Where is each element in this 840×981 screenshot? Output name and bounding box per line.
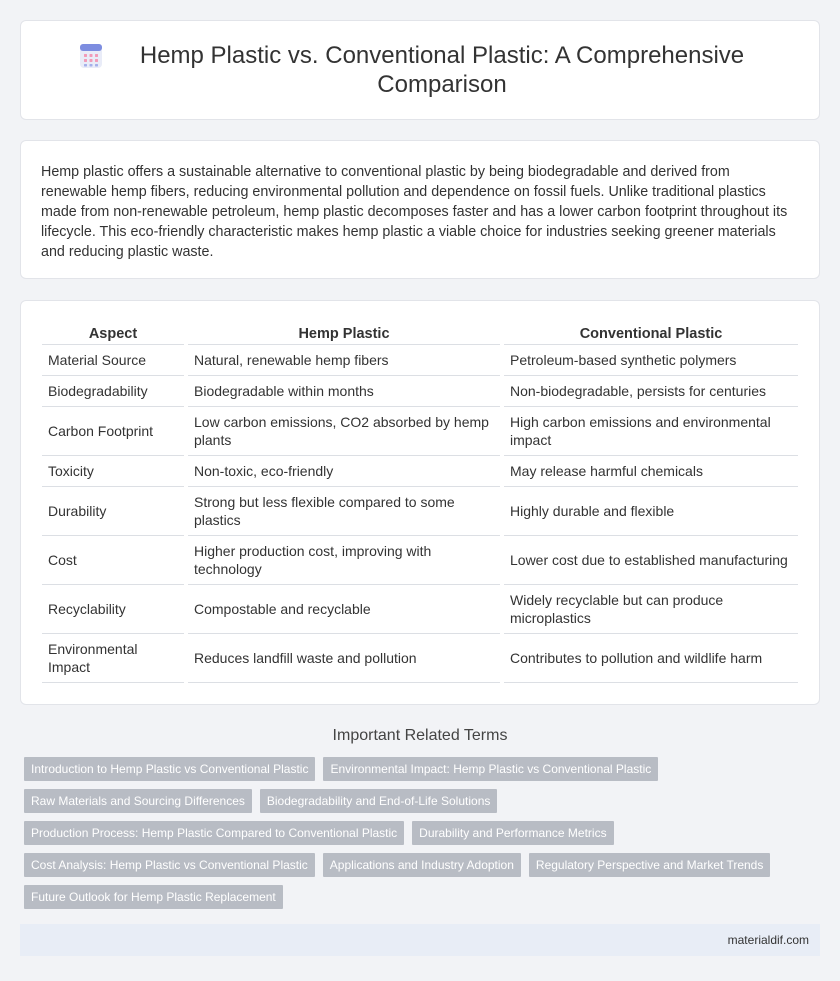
- aspect-cell: Biodegradability: [42, 376, 184, 407]
- hemp-cell: Natural, renewable hemp fibers: [188, 345, 500, 376]
- conventional-cell: Petroleum-based synthetic polymers: [504, 345, 798, 376]
- related-term-link[interactable]: Raw Materials and Sourcing Differences: [24, 789, 252, 813]
- related-term-link[interactable]: Cost Analysis: Hemp Plastic vs Conventional Plastic: [24, 853, 315, 877]
- table-row: [42, 456, 798, 487]
- table-row: [42, 536, 798, 585]
- related-term-link[interactable]: Regulatory Perspective and Market Trends: [529, 853, 770, 877]
- aspect-cell: Environmental Impact: [42, 634, 184, 683]
- site-name: materialdif.com: [727, 933, 809, 947]
- table-row: [42, 634, 798, 683]
- header-hemp-plastic: Hemp Plastic: [188, 323, 500, 345]
- aspect-cell: Toxicity: [42, 456, 184, 487]
- intro-card: [20, 140, 820, 279]
- related-terms-title: Important Related Terms: [332, 727, 508, 744]
- aspect-cell: Recyclability: [42, 585, 184, 634]
- related-term-link[interactable]: Future Outlook for Hemp Plastic Replacement: [24, 885, 283, 909]
- hemp-cell: Low carbon emissions, CO2 absorbed by hemp plants: [188, 407, 500, 456]
- page-header: [20, 20, 820, 120]
- table-row: [42, 487, 798, 536]
- hemp-cell: Strong but less flexible compared to some plastics: [188, 487, 500, 536]
- page-title: Hemp Plastic vs. Conventional Plastic: A Comprehensive Comparison: [139, 42, 745, 98]
- comparison-card: [20, 300, 820, 705]
- hemp-cell: Reduces landfill waste and pollution: [188, 634, 500, 683]
- conventional-cell: Widely recyclable but can produce microplastics: [504, 585, 798, 634]
- header-conventional-plastic: Conventional Plastic: [504, 323, 798, 345]
- conventional-cell: Non-biodegradable, persists for centuries: [504, 376, 798, 407]
- aspect-cell: Durability: [42, 487, 184, 536]
- aspect-cell: Carbon Footprint: [42, 407, 184, 456]
- aspect-cell: Material Source: [42, 345, 184, 376]
- related-term-link[interactable]: Durability and Performance Metrics: [412, 821, 613, 845]
- comparison-table: [38, 323, 802, 683]
- related-term-link[interactable]: Applications and Industry Adoption: [323, 853, 521, 877]
- related-terms-list: [24, 757, 820, 917]
- table-row: [42, 585, 798, 634]
- table-header-row: [42, 323, 798, 345]
- table-row: [42, 345, 798, 376]
- header-aspect: Aspect: [42, 323, 184, 345]
- conventional-cell: Lower cost due to established manufacturing: [504, 536, 798, 585]
- table-row: [42, 376, 798, 407]
- table-row: [42, 407, 798, 456]
- conventional-cell: High carbon emissions and environmental impact: [504, 407, 798, 456]
- conventional-cell: May release harmful chemicals: [504, 456, 798, 487]
- intro-text: Hemp plastic offers a sustainable alternative to conventional plastic by being biodegradable and derived from renewable hemp fibers, reducing environmental pollution and dependence on fossil fuels. Unlike traditional plastics made from non-renewable petroleum, hemp plastic decomposes faster and has a lower carbon footprint throughout its lifecycle. This eco-friendly characteristic makes hemp plastic a viable choice for industries seeking greener materials and reducing plastic waste.: [41, 164, 788, 260]
- hemp-cell: Biodegradable within months: [188, 376, 500, 407]
- conventional-cell: Contributes to pollution and wildlife harm: [504, 634, 798, 683]
- aspect-cell: Cost: [42, 536, 184, 585]
- calculator-icon: [78, 43, 104, 69]
- hemp-cell: Non-toxic, eco-friendly: [188, 456, 500, 487]
- related-term-link[interactable]: Introduction to Hemp Plastic vs Conventional Plastic: [24, 757, 315, 781]
- hemp-cell: Higher production cost, improving with technology: [188, 536, 500, 585]
- related-term-link[interactable]: Production Process: Hemp Plastic Compared to Conventional Plastic: [24, 821, 404, 845]
- page-footer: [20, 924, 820, 956]
- related-term-link[interactable]: Environmental Impact: Hemp Plastic vs Conventional Plastic: [323, 757, 658, 781]
- hemp-cell: Compostable and recyclable: [188, 585, 500, 634]
- related-term-link[interactable]: Biodegradability and End-of-Life Solutions: [260, 789, 497, 813]
- conventional-cell: Highly durable and flexible: [504, 487, 798, 536]
